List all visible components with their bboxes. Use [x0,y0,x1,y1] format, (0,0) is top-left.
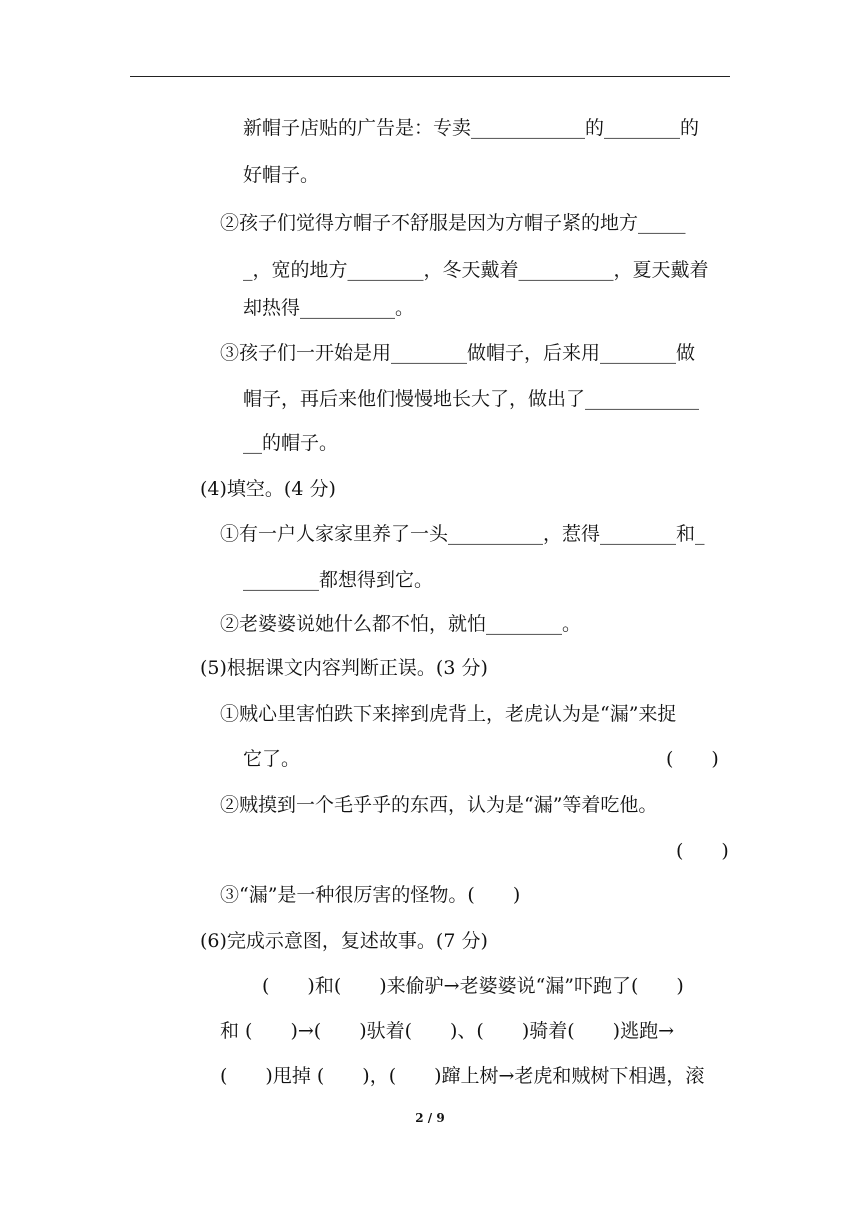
text-line: ①有一户人家家里养了一头__________，惹得________和_ [220,523,705,545]
text-line: 帽子，再后来他们慢慢地长大了，做出了____________ [243,388,700,410]
section-heading: (4)填空。(4 分) [200,478,336,500]
text-line: ①贼心里害怕跌下来摔到虎背上，老虎认为是“漏”来捉 [220,703,677,725]
section-heading: (6)完成示意图，复述故事。(7 分) [200,930,488,952]
text-line: 新帽子店贴的广告是：专卖____________的________的 [243,117,700,139]
text-line: _，宽的地方________，冬天戴着__________，夏天戴着 [243,259,709,281]
text-line: ( )和( )来偷驴→老婆婆说“漏”吓跑了( ) [262,975,684,997]
answer-bracket: ( ) [676,840,729,862]
page-number: 2 / 9 [415,1111,445,1125]
header-rule [130,76,730,77]
text-line: 好帽子。 [243,164,320,186]
text-line: ②老婆婆说她什么都不怕，就怕________。 [220,613,582,635]
text-line: 它了。 [243,748,301,770]
text-line: ②孩子们觉得方帽子不舒服是因为方帽子紧的地方_____ [220,212,686,234]
section-heading: (5)根据课文内容判断正误。(3 分) [200,657,488,679]
text-line: ②贼摸到一个毛乎乎的东西，认为是“漏”等着吃他。 [220,794,658,816]
text-line: ________都想得到它。 [243,569,434,591]
text-line: ③孩子们一开始是用________做帽子，后来用________做 [220,342,696,364]
text-line: ③“漏”是一种很厉害的怪物。( ) [220,884,521,906]
answer-bracket: ( ) [666,748,719,770]
text-line: 和 ( )→( )驮着( )、( )骑着( )逃跑→ [220,1020,675,1042]
text-line: 却热得__________。 [243,297,415,319]
text-line: ( )甩掉 ( )，( )蹿上树→老虎和贼树下相遇，滚 [220,1065,705,1087]
text-line: __的帽子。 [243,432,339,454]
